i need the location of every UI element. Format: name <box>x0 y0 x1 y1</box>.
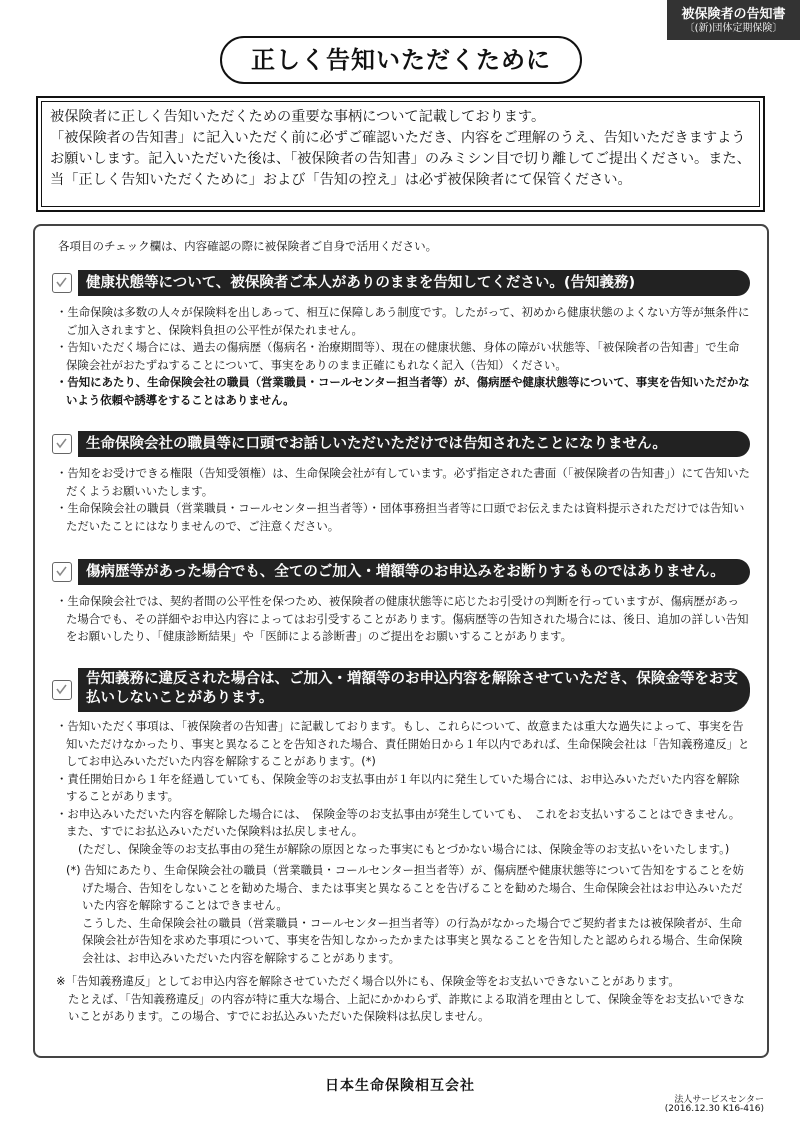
checkbox[interactable] <box>52 434 72 454</box>
section-oral-not-valid <box>50 431 750 535</box>
section-header <box>50 668 750 710</box>
section-body <box>50 304 750 409</box>
check-icon <box>54 436 69 451</box>
checkbox[interactable] <box>52 273 72 293</box>
document-code: (2016.12.30 K16-416) <box>664 1104 764 1114</box>
intro-line-2: 「被保険者の告知書」に記入いただく前に必ずご確認いただき、内容をご理解のうえ、告知いただきますようお願いします。記入いただいた後は、「被保険者の告知書」のみミシン目で切り離してご提出ください。また、当「正しく告知いただくために」および「告知の控え」は必ず被保険者にて保管ください。 <box>50 130 751 188</box>
remark-note <box>50 973 750 1026</box>
section-header <box>50 270 750 296</box>
section-header <box>50 559 750 585</box>
intro-line-1: 被保険者に正しく告知いただくための重要な事柄について記載しております。 <box>50 109 546 125</box>
intro-text <box>41 101 760 207</box>
checklist-panel <box>33 224 769 1058</box>
check-note: 各項目のチェック欄は、内容確認の際に被保険者ご自身で活用ください。 <box>58 239 438 253</box>
section-medical-history <box>50 559 750 646</box>
bullet-item: ・責任開始日から１年を経過していても、保険金等のお支払事由が１年以内に発生していた場合には、お申込みいただいた内容を解除することがあります。 <box>56 771 740 803</box>
page-title: 正しく告知いただくために <box>220 36 582 84</box>
form-type-tag <box>667 0 800 40</box>
check-icon <box>54 682 69 697</box>
bullet-item: ・お申込みいただいた内容を解除した場合には、 保険金等のお支払事由が発生していても、 これをお支払いすることはできません。また、すでにお払込みいただいた保険料は払戻しません。 <box>56 806 741 838</box>
department: 法人サービスセンター <box>674 1095 764 1105</box>
section-violation <box>50 668 750 1026</box>
section-heading: 健康状態等について、被保険者ご本人がありのままを告知してください。(告知義務) <box>78 270 750 296</box>
remark-line-2: たとえば、「告知義務違反」の内容が特に重大な場合、上記にかかわらず、詐欺による取消を理由として、保険金等をお支払いできないことがあります。この場合、すでにお払込みいただいた保険料は払戻しません。 <box>68 991 745 1023</box>
form-type-title: 被保険者の告知書 <box>681 7 786 22</box>
section-heading: 傷病歴等があった場合でも、全てのご加入・増額等のお申込みをお断りするものではありません。 <box>78 559 750 585</box>
section-heading: 告知義務に違反された場合は、ご加入・増額等のお申込内容を解除させていただき、保険金等をお支払いしないことがあります。 <box>78 668 750 712</box>
section-header <box>50 431 750 457</box>
section-body <box>50 465 750 535</box>
bullet-item: ・告知にあたり、生命保険会社の職員（営業職員・コールセンター担当者等）が、傷病歴や健康状態等について、事実を告知いただかないよう依頼や誘導をすることはありません。 <box>56 375 750 407</box>
star-note-1: (*) 告知にあたり、生命保険会社の職員（営業職員・コールセンター担当者等）が、傷病歴や健康状態等について告知をすることを妨げた場合、告知をしないことを勧めた場合、または事実と異なることを告げることを勧めた場合、生命保険会社はお申込みいただいた内容を解除することはできません。 <box>66 863 744 912</box>
bullet-item: ・告知いただく事項は、「被保険者の告知書」に記載しております。もし、これらについて、故意または重大な過失によって、事実を告知いただけなかったり、事実と異なることを告知された場合、責任開始日から１年以内であれば、生命保険会社は「告知義務違反」としてお申込みいただいた内容を解除することがあります。(*) <box>56 719 750 768</box>
section-body <box>50 718 750 967</box>
section-body <box>50 593 750 646</box>
bullet-item: ・生命保険は多数の人々が保険料を出しあって、相互に保障しあう制度です。したがって、初めから健康状態のよくない方等が無条件にご加入されますと、保険料負担の公平性が保たれません。 <box>56 305 750 337</box>
remark-line-1: ※「告知義務違反」としてお申込内容を解除させていただく場合以外にも、保険金等をお支払いできないことがあります。 <box>56 974 680 988</box>
checkbox[interactable] <box>52 680 72 700</box>
check-icon <box>54 275 69 290</box>
star-note-2: こうした、生命保険会社の職員（営業職員・コールセンター担当者等）の行為がなかった場合でご契約者または被保険者が、生命保険会社が告知を求めた事項について、事実を告知しなかったかまたは事実と異なることを告知したと認められる場合、生命保険会社は、お申込みいただいた内容を解除することがあります。 <box>82 915 743 965</box>
form-type-subtitle: 〔(新)団体定期保険〕 <box>684 23 783 34</box>
intro-box <box>36 96 765 212</box>
bullet-item: ・告知をお受けできる権限（告知受領権）は、生命保険会社が有しています。必ず指定された書面（「被保険者の告知書」）にて告知いただくようお願いいたします。 <box>56 466 750 498</box>
check-icon <box>54 564 69 579</box>
bullet-item: ・生命保険会社では、契約者間の公平性を保つため、被保険者の健康状態等に応じたお引受けの判断を行っていますが、傷病歴があった場合でも、その詳細やお申込内容によってはお引受することがあります。傷病歴等の告知された場合には、後日、追加の詳しい告知をお願いしたり、「健康診断結果」や「医師による診断書」のご提出をお願いすることがあります。 <box>56 594 749 643</box>
section-duty-to-disclose <box>50 270 750 409</box>
checkbox[interactable] <box>52 562 72 582</box>
bullet-item: ・告知いただく場合には、過去の傷病歴（傷病名・治療期間等）、現在の健康状態、身体の障がい状態等、「被保険者の告知書」で生命保険会社がおたずねすることについて、事実をありのまま正確にもれなく記入（告知）ください。 <box>56 340 740 372</box>
company-name: 日本生命保険相互会社 <box>325 1078 475 1094</box>
paren-note: (ただし、保険金等のお支払事由の発生が解除の原因となった事実にもとづかない場合には、保険金等のお支払いをいたします。) <box>78 841 730 856</box>
bullet-item: ・生命保険会社の職員（営業職員・コールセンター担当者等）・団体事務担当者等に口頭でお伝えまたは資料提示されただけでは告知いただいたことにはなりませんので、ご注意ください。 <box>56 501 745 533</box>
section-heading: 生命保険会社の職員等に口頭でお話しいただいただけでは告知されたことになりません。 <box>78 431 750 457</box>
